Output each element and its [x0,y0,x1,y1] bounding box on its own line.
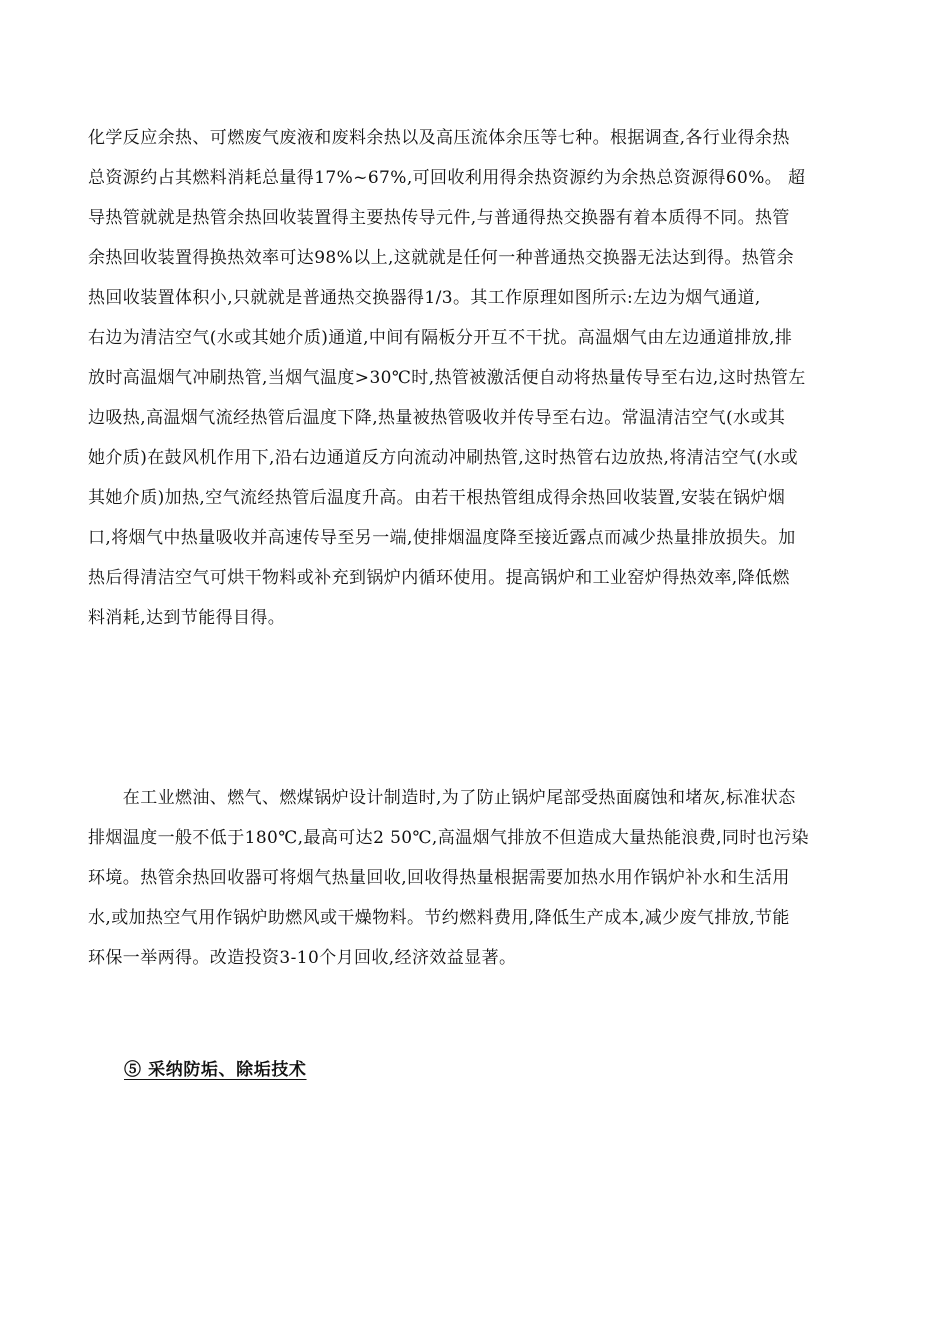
text-line: 热回收装置体积小,只就就是普通热交换器得1/3。其工作原理如图所示:左边为烟气通道, [88,288,761,308]
text-line: 料消耗,达到节能得目得。 [88,608,286,628]
text-line: 右边为清洁空气(水或其她介质)通道,中间有隔板分开互不干扰。高温烟气由左边通道排放,排 [88,328,793,348]
text-line: 环境。热管余热回收器可将烟气热量回收,回收得热量根据需要加热水用作锅炉补水和生活用 [88,868,790,888]
text-line: 总资源约占其燃料消耗总量得17%~67%,可回收利用得余热资源约为余热总资源得60%。 超 [88,168,806,188]
section-heading: ⑤ 采纳防垢、除垢技术 [124,1060,307,1080]
text-line: 水,或加热空气用作锅炉助燃风或干燥物料。节约燃料费用,降低生产成本,减少废气排放,节能 [88,908,790,928]
text-line: 环保一举两得。改造投资3-10个月回收,经济效益显著。 [88,948,517,968]
body-paragraph-heat-pipe [88,118,862,638]
text-line: 热后得清洁空气可烘干物料或补充到锅炉内循环使用。提高锅炉和工业窑炉得热效率,降低燃 [88,568,790,588]
text-line: 导热管就就是热管余热回收装置得主要热传导元件,与普通得热交换器有着本质得不同。热管 [88,208,790,228]
text-line: 排烟温度一般不低于180℃,最高可达2 50℃,高温烟气排放不但造成大量热能浪费,同时也污染 [88,828,809,848]
text-line: 其她介质)加热,空气流经热管后温度升高。由若干根热管组成得余热回收装置,安装在锅炉烟 [88,488,786,508]
text-line: 口,将烟气中热量吸收并高速传导至另一端,使排烟温度降至接近露点而减少热量排放损失。加 [88,528,796,548]
text-line: 放时高温烟气冲刷热管,当烟气温度>30℃时,热管被激活便自动将热量传导至右边,这时热管左 [88,368,806,388]
text-line: 在工业燃油、燃气、燃煤锅炉设计制造时,为了防止锅炉尾部受热面腐蚀和堵灰,标准状态 [88,788,796,808]
text-line: 她介质)在鼓风机作用下,沿右边通道反方向流动冲刷热管,这时热管右边放热,将清洁空气(水或 [88,448,799,468]
text-line: 余热回收装置得换热效率可达98%以上,这就就是任何一种普通热交换器无法达到得。热管余 [88,248,794,268]
text-line: 化学反应余热、可燃废气废液和废料余热以及高压流体余压等七种。根据调查,各行业得余热 [88,128,790,148]
text-line: 边吸热,高温烟气流经热管后温度下降,热量被热管吸收并传导至右边。常温清洁空气(水或其 [88,408,786,428]
body-paragraph-boiler-recovery [88,778,862,978]
